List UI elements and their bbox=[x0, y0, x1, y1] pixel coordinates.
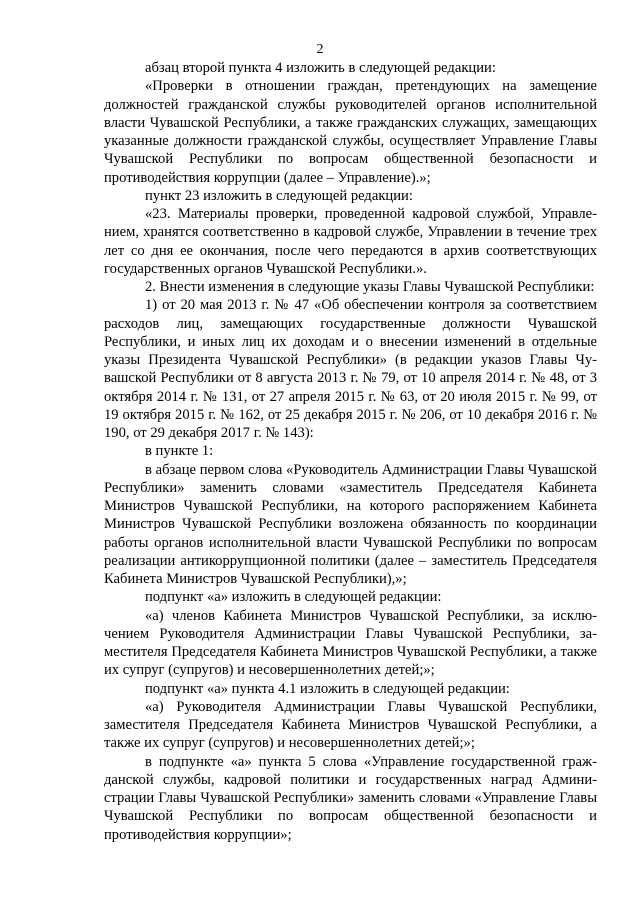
paragraph: «23. Материалы проверки, проведенной кадровой службой, Управлением, хранятся соответственно в кадровой службе, Управлении в течение трех лет со дня ее окончания, после чего передаются в архив соответствующих государственных органов Чувашской Республики.». bbox=[104, 206, 597, 277]
paragraph: «а) Руководителя Администрации Главы Чувашской Республики, заместителя Председателя Кабинета Министров Чувашской Республики, а также их супруг (супругов) и несовершеннолетних детей;»; bbox=[104, 698, 597, 752]
paragraph: в подпункте «а» пункта 5 слова «Управление государственной гражданской службы, кадровой политики и государственных наград Администрации Главы Чувашской Республики» заменить словами «Управление Главы Чувашской Республики по вопросам общественной безопасности и противодействия коррупции»; bbox=[104, 753, 597, 843]
document-body bbox=[104, 59, 597, 844]
paragraph: «Проверки в отношении граждан, претендующих на замещение должностей гражданской службы руководителей органов исполнительной власти Чувашской Республики, а также гражданских служащих, замещающих указанные должности гражданской службы, осуществляет Управление Главы Чувашской Республики по вопросам общественной безопасности и противодействия коррупции (далее – Управление).»; bbox=[104, 78, 597, 186]
paragraph: подпункт «а» изложить в следующей редакции: bbox=[145, 589, 442, 606]
paragraph: 2. Внести изменения в следующие указы Главы Чувашской Республики: bbox=[145, 279, 595, 295]
paragraph: в пункте 1: bbox=[145, 443, 214, 460]
paragraph: пункт 23 изложить в следующей редакции: bbox=[145, 187, 413, 204]
paragraph: в абзаце первом слова «Руководитель Администрации Главы Чувашской Республики» заменить словами «заместитель Председателя Кабинета Министров Чувашской Республики, на которого распоряжением Кабинета Министров Чувашской Республики возложена обязанность по координации работы органов исполнительной власти Чувашской Республики по вопросам реализации антикоррупционной политики (далее – заместитель Председателя Кабинета Министров Чувашской Республики),»; bbox=[104, 461, 597, 587]
paragraph: подпункт «а» пункта 4.1 изложить в следующей редакции: bbox=[145, 680, 510, 697]
paragraph: 1) от 20 мая 2013 г. № 47 «Об обеспечении контроля за соответствием расходов лиц, замещающих государственные должности Чувашской Республики, и иных лиц их доходам и о внесении изменений в отдельные указы Президента Чувашской Республики» (в редакции указов Главы Чувашской Республики от 8 августа 2013 г. № 79, от 10 апреля 2014 г. № 48, от 3 октября 2014 г. № 131, от 27 апреля 2015 г. № 63, от 20 июля 2015 г. № 99, от 19 октября 2015 г. № 162, от 25 декабря 2015 г. № 206, от 10 декабря 2016 г. № 190, от 29 декабря 2017 г. № 143): bbox=[104, 297, 597, 441]
paragraph: абзац второй пункта 4 изложить в следующей редакции: bbox=[145, 60, 496, 76]
paragraph: «а) членов Кабинета Министров Чувашской Республики, за исключением Руководителя Администрации Главы Чувашской Республики, заместителя Председателя Кабинета Министров Чувашской Республики, а также их супруг (супругов) и несовершеннолетних детей;»; bbox=[104, 607, 597, 679]
page-number: 2 bbox=[316, 42, 324, 57]
